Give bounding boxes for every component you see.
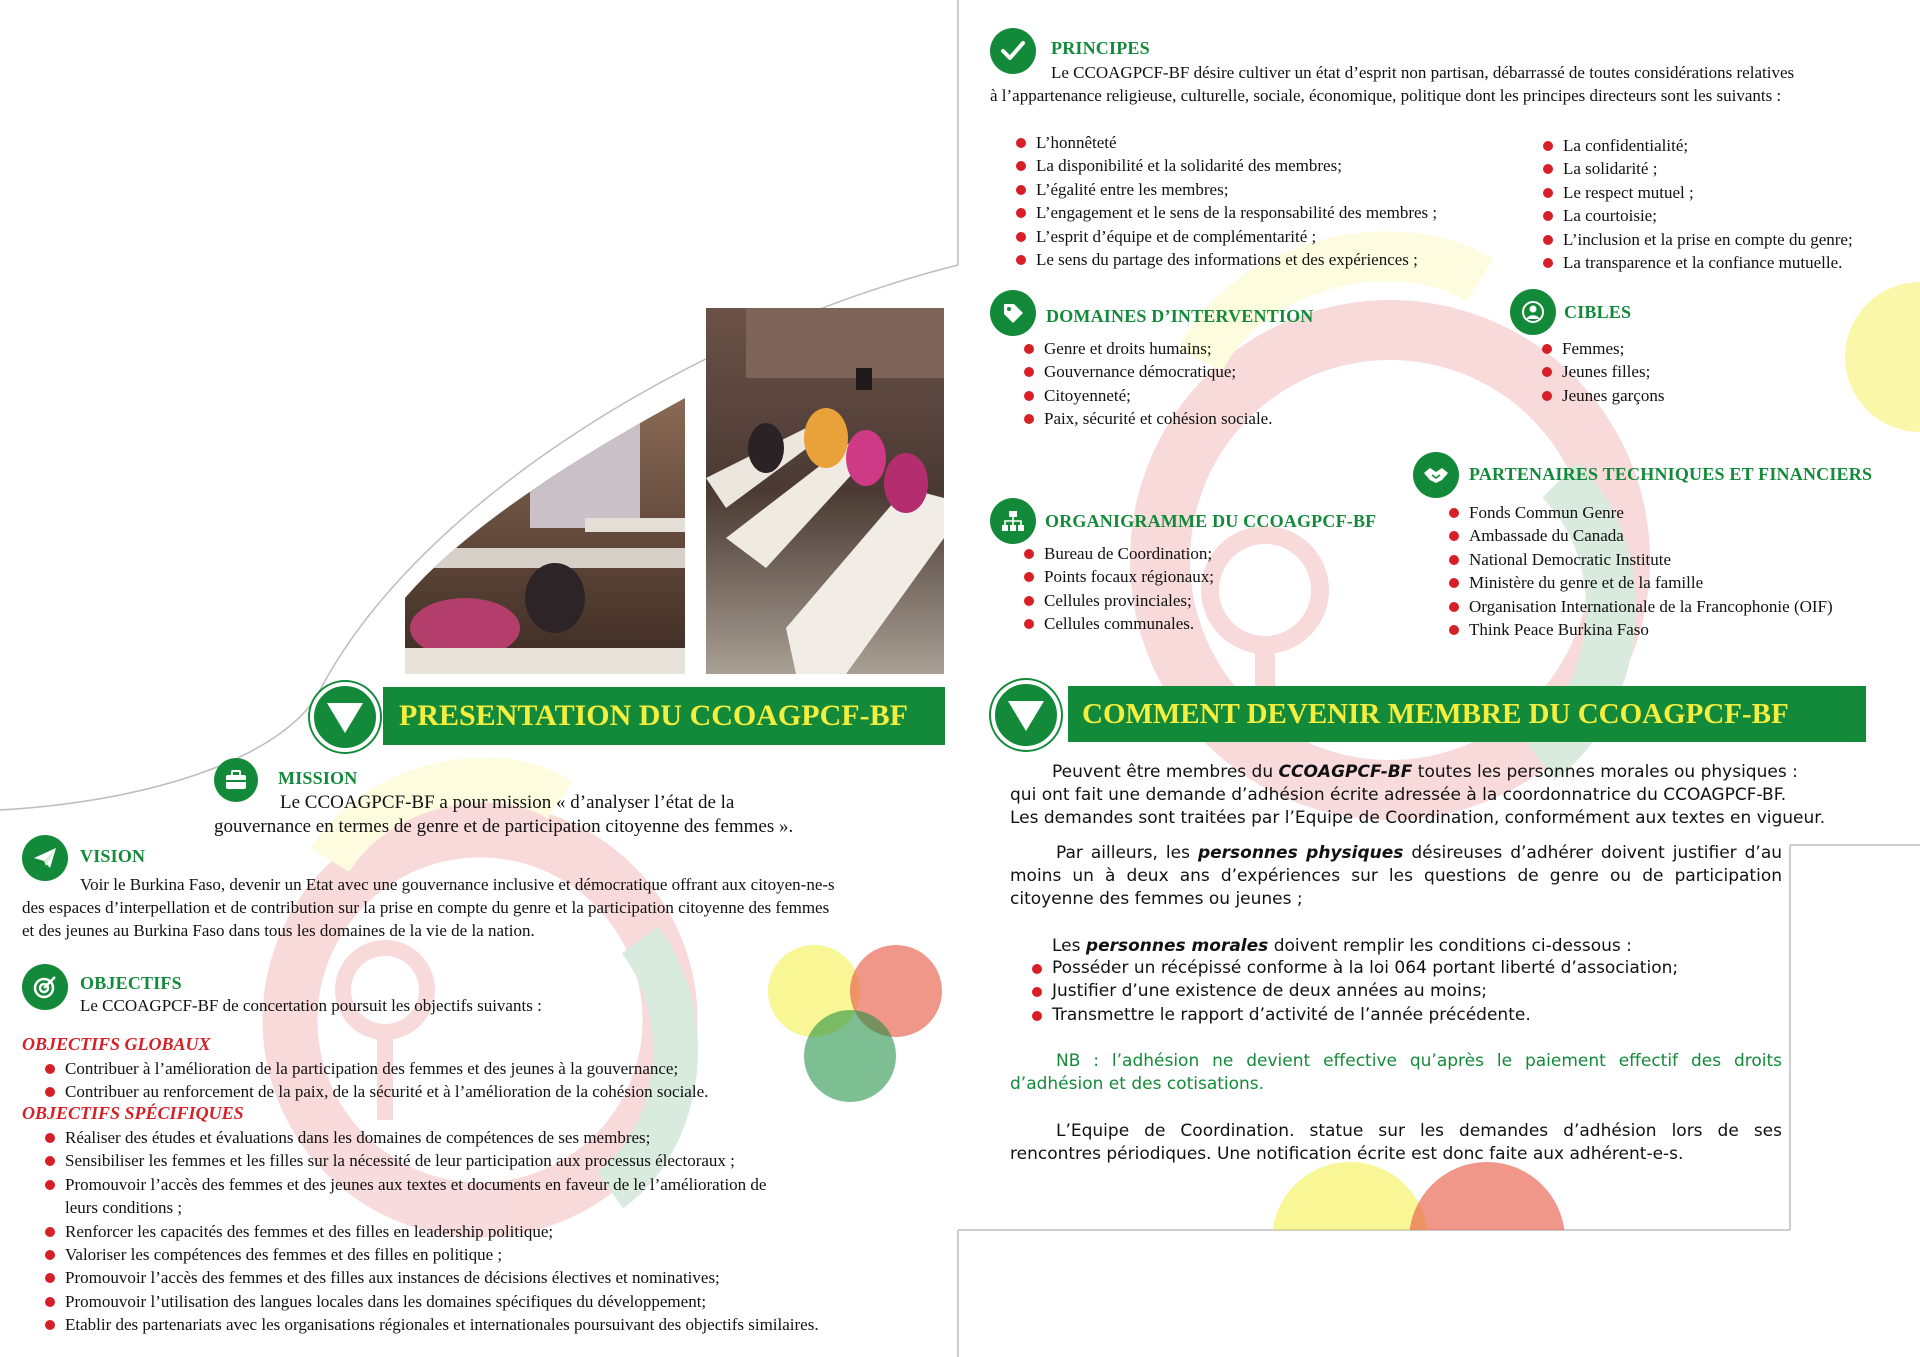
list-item: National Democratic Institute xyxy=(1445,548,1920,571)
list-item: Femmes; xyxy=(1538,337,1838,360)
membre-triangle-badge xyxy=(991,680,1061,750)
domaines-title: DOMAINES D’INTERVENTION xyxy=(1046,306,1314,326)
partenaires-list xyxy=(1445,501,1920,641)
vision-title: VISION xyxy=(80,846,146,866)
list-item: Cellules provinciales; xyxy=(1020,589,1440,612)
list-item: Posséder un récépissé conforme à la loi 064 portant liberté d’association; xyxy=(1028,957,1788,980)
handshake-icon xyxy=(1413,452,1459,498)
list-item: Organisation Internationale de la Francophonie (OIF) xyxy=(1445,595,1920,618)
list-item: Contribuer au renforcement de la paix, de la sécurité et à l’amélioration de la cohésion sociale. xyxy=(41,1080,941,1103)
membre-paragraph-2 xyxy=(1010,842,1782,911)
membre-paragraph-1 xyxy=(1010,761,1895,830)
list-item: Jeunes filles; xyxy=(1538,360,1838,383)
list-item: Le sens du partage des informations et des expériences ; xyxy=(1012,248,1532,271)
membre-p2-a: Par ailleurs, les xyxy=(1056,843,1198,863)
list-item: La disponibilité et la solidarité des membres; xyxy=(1012,154,1532,177)
cibles-list xyxy=(1538,337,1838,407)
principes-list-col1 xyxy=(1012,131,1532,271)
objectifs-specifiques-title: OBJECTIFS SPÉCIFIQUES xyxy=(22,1103,244,1123)
org-chart-icon xyxy=(990,498,1036,544)
list-item: Transmettre le rapport d’activité de l’année précédente. xyxy=(1028,1004,1788,1027)
list-item: Bureau de Coordination; xyxy=(1020,542,1440,565)
list-item: La courtoisie; xyxy=(1539,204,1919,227)
principes-intro xyxy=(990,61,1900,107)
target-icon xyxy=(22,964,68,1010)
triangle-down-icon xyxy=(1006,697,1046,733)
mission-line-2: gouvernance en termes de genre et de participation citoyenne des femmes ». xyxy=(214,816,794,837)
partenaires-title: PARTENAIRES TECHNIQUES ET FINANCIERS xyxy=(1469,464,1873,484)
vision-line-3: et des jeunes au Burkina Faso dans tous les domaines de la vie de la nation. xyxy=(22,921,535,940)
presentation-banner xyxy=(383,687,945,745)
membre-p1-b: toutes les personnes morales ou physiques : xyxy=(1412,762,1798,782)
list-item: Paix, sécurité et cohésion sociale. xyxy=(1020,407,1500,430)
list-item: Etablir des partenariats avec les organisations régionales et internationales poursuivant des objectifs similaires. xyxy=(41,1313,941,1336)
list-item: L’égalité entre les membres; xyxy=(1012,178,1532,201)
presentation-banner-text: PRESENTATION DU CCOAGPCF-BF xyxy=(399,699,908,732)
organigramme-title: ORGANIGRAMME DU CCOAGPCF-BF xyxy=(1045,511,1377,531)
list-item: Think Peace Burkina Faso xyxy=(1445,618,1920,641)
mission-text xyxy=(214,791,944,839)
principes-line-2: à l’appartenance religieuse, culturelle, sociale, économique, politique dont les principes directeurs sont les suivants : xyxy=(990,86,1782,105)
list-item: Promouvoir l’accès des femmes et des jeunes aux textes et documents en faveur de le l’amélioration de xyxy=(41,1173,941,1196)
list-item: Sensibiliser les femmes et les filles sur la nécessité de leur participation aux processus électoraux ; xyxy=(41,1149,941,1172)
cibles-title: CIBLES xyxy=(1564,302,1632,322)
membre-p3-em: personnes morales xyxy=(1085,936,1269,956)
list-item: La confidentialité; xyxy=(1539,134,1919,157)
presentation-triangle-badge xyxy=(310,682,380,752)
user-target-icon xyxy=(1510,289,1556,335)
membre-paragraph-3 xyxy=(1052,935,1632,958)
list-item: Cellules communales. xyxy=(1020,612,1440,635)
list-item: L’inclusion et la prise en compte du genre; xyxy=(1539,228,1919,251)
list-item: La solidarité ; xyxy=(1539,157,1919,180)
membre-nb: NB : l’adhésion ne devient effective qu’après le paiement effectif des droits d’adhésion et des cotisations. xyxy=(1010,1051,1782,1094)
workshop-photo-left xyxy=(405,398,685,674)
objectifs-globaux-list xyxy=(41,1057,941,1104)
list-item: L’esprit d’équipe et de complémentarité ; xyxy=(1012,225,1532,248)
tag-icon xyxy=(990,290,1036,336)
principes-line-1: Le CCOAGPCF-BF désire cultiver un état d’esprit non partisan, débarrassé de toutes considérations relatives xyxy=(1051,63,1795,82)
list-item: Promouvoir l’utilisation des langues locales dans les domaines spécifiques du développement; xyxy=(41,1290,941,1313)
triangle-down-icon xyxy=(325,699,365,735)
continuation-text: leurs conditions ; xyxy=(65,1198,183,1218)
list-item: Le respect mutuel ; xyxy=(1539,181,1919,204)
vision-line-2: des espaces d’interpellation et de contribution sur la prise en compte du genre et la participation citoyenne des femmes xyxy=(22,898,830,917)
list-item: Ambassade du Canada xyxy=(1445,524,1920,547)
objectifs-intro: Le CCOAGPCF-BF de concertation poursuit les objectifs suivants : xyxy=(80,996,542,1015)
membre-p1-line-3: Les demandes sont traitées par l’Equipe de Coordination, conformément aux textes en vigueur. xyxy=(1010,808,1826,828)
membre-p2-em: personnes physiques xyxy=(1197,843,1404,863)
membre-p1-a: Peuvent être membres du xyxy=(1052,762,1279,782)
principes-list-col2 xyxy=(1539,134,1919,274)
list-item: Valoriser les compétences des femmes et des filles en politique ; xyxy=(41,1243,941,1266)
list-item: Réaliser des études et évaluations dans les domaines de compétences de ses membres; xyxy=(41,1126,941,1149)
membre-p3-a: Les xyxy=(1052,936,1086,956)
list-item: Jeunes garçons xyxy=(1538,384,1838,407)
membre-p1-line-1 xyxy=(1010,761,1895,784)
list-item: L’honnêteté xyxy=(1012,131,1532,154)
membre-banner xyxy=(1068,686,1866,742)
list-item: Contribuer à l’amélioration de la participation des femmes et des jeunes à la gouvernance; xyxy=(41,1057,941,1080)
workshop-photo-right xyxy=(706,308,944,674)
domaines-list xyxy=(1020,337,1500,431)
list-item: Justifier d’une existence de deux années au moins; xyxy=(1028,980,1788,1003)
list-item: Gouvernance démocratique; xyxy=(1020,360,1500,383)
list-item: La transparence et la confiance mutuelle. xyxy=(1539,251,1919,274)
membre-conditions-list xyxy=(1028,957,1788,1027)
list-item: Ministère du genre et de la famille xyxy=(1445,571,1920,594)
vision-line-1: Voir le Burkina Faso, devenir un Etat avec une gouvernance inclusive et démocratique offrant aux citoyen-ne-s xyxy=(80,875,835,894)
membre-p2-b: désireuses d’adhérer doivent justifier d’au moins un à deux ans d’expériences sur les questions de genre ou de participation citoyenne des femmes ou jeunes ; xyxy=(1010,843,1783,909)
list-item: Renforcer les capacités des femmes et des filles en leadership politique; xyxy=(41,1220,941,1243)
membre-p1-em: CCOAGPCF-BF xyxy=(1278,762,1413,782)
list-item: L’engagement et le sens de la responsabilité des membres ; xyxy=(1012,201,1532,224)
vision-text xyxy=(22,873,947,942)
membre-banner-text: COMMENT DEVENIR MEMBRE DU CCOAGPCF-BF xyxy=(1082,697,1789,730)
mission-title: MISSION xyxy=(278,768,358,788)
mission-line-1: Le CCOAGPCF-BF a pour mission « d’analyser l’état de la xyxy=(280,792,735,813)
organigramme-list xyxy=(1020,542,1440,636)
membre-p1-line-2: qui ont fait une demande d’adhésion écrite adressée à la coordonnatrice du CCOAGPCF-BF. xyxy=(1010,785,1787,805)
list-item: Citoyenneté; xyxy=(1020,384,1500,407)
list-item: Genre et droits humains; xyxy=(1020,337,1500,360)
principes-title: PRINCIPES xyxy=(1051,38,1150,58)
list-item: Fonds Commun Genre xyxy=(1445,501,1920,524)
objectifs-globaux-title: OBJECTIFS GLOBAUX xyxy=(22,1034,211,1054)
objectifs-title: OBJECTIFS xyxy=(80,973,182,993)
list-item-continuation xyxy=(41,1196,941,1219)
membre-p3-b: doivent remplir les conditions ci-dessous : xyxy=(1268,936,1632,956)
list-item: Promouvoir l’accès des femmes et des filles aux instances de décisions électives et nominatives; xyxy=(41,1266,941,1289)
objectifs-specifiques-list xyxy=(41,1126,941,1337)
membre-final: L’Equipe de Coordination. statue sur les demandes d’adhésion lors de ses rencontres périodiques. Une notification écrite est donc faite aux adhérent-e-s. xyxy=(1010,1121,1782,1164)
list-item: Points focaux régionaux; xyxy=(1020,565,1440,588)
